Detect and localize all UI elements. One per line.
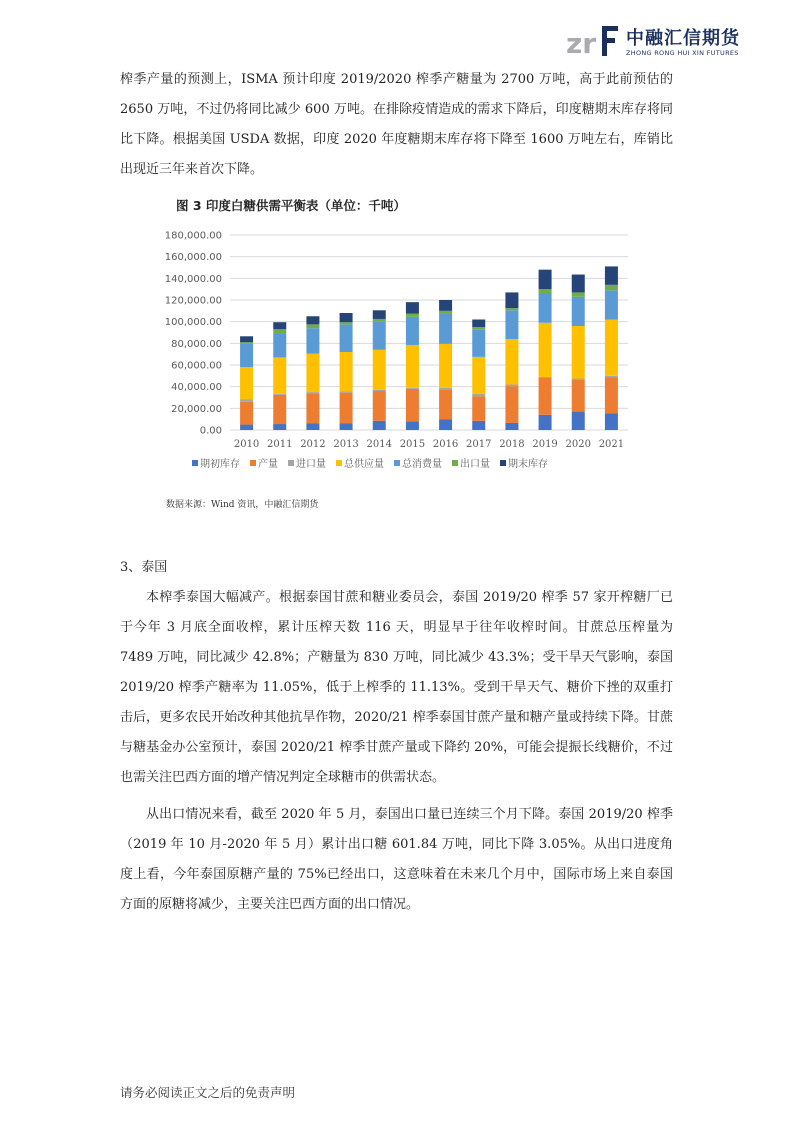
- bar-segment-2011-6: [273, 322, 286, 329]
- bar-segment-2016-4: [439, 314, 452, 344]
- y-tick-label: 100,000.00: [164, 317, 222, 329]
- paragraph-india-forecast: 榨季产量的预测上，ISMA 预计印度 2019/2020 榨季产糖量为 2700 万吨，高于此前预估的 2650 万吨，不过仍将同比减少 600 万吨。在排除疫情造成的需求下降后，印度糖期末库存将同比下降。根据美国 USDA 数据，印度 2020 年度糖期末库存将下降至 1600 万吨左右，库销比出现近三年来首次下降。: [120, 72, 673, 177]
- x-tick-label: 2013: [333, 439, 359, 450]
- zrf-logo-icon: [566, 20, 624, 60]
- section-title-thailand: 3、泰国: [120, 560, 168, 575]
- bar-segment-2019-5: [539, 289, 552, 293]
- bar-segment-2012-3: [306, 354, 319, 392]
- bar-segment-2017-6: [472, 320, 485, 328]
- bar-segment-2014-3: [373, 350, 386, 390]
- x-tick-label: 2018: [499, 439, 525, 450]
- legend-swatch: [250, 460, 256, 466]
- legend-swatch: [288, 460, 294, 466]
- y-tick-label: 120,000.00: [164, 295, 222, 307]
- bar-segment-2018-0: [505, 423, 518, 430]
- logo-chinese-name: 中融汇信期货: [626, 28, 740, 49]
- legend-label: 出口量: [460, 459, 490, 470]
- bar-segment-2016-1: [439, 390, 452, 419]
- bar-segment-2020-1: [572, 380, 585, 412]
- x-tick-label: 2020: [565, 439, 591, 450]
- legend-label: 总供应量: [344, 459, 384, 470]
- bar-segment-2019-4: [539, 294, 552, 323]
- bar-segment-2010-1: [240, 402, 253, 425]
- bar-segment-2014-2: [373, 390, 386, 391]
- bar-segment-2021-0: [605, 413, 618, 430]
- bar-segment-2019-0: [539, 415, 552, 430]
- bar-segment-2020-2: [572, 379, 585, 380]
- paragraph-thailand-production: 本榨季泰国大幅减产。根据泰国甘蔗和糖业委员会，泰国 2019/20 榨季 57 家开榨糖厂已于今年 3 月底全面收榨，累计压榨天数 116 天，明显早于往年收榨时间。甘蔗总压榨量为 7489 万吨，同比减少 42.8%；产糖量为 830 万吨，同比减少 43.3%；受干旱天气影响，泰国 2019/20 榨季产糖率为 11.05%，低于上榨季的 11.13%。受到干旱天气、糖价下挫的双重打击后，更多农民开始改种其他抗旱作物，2020/21 榨季泰国甘蔗产量和糖产量或持续下降。甘蔗与糖基金办公室预计，泰国 2020/21 榨季甘蔗产量或下降约 20%，可能会提振长线糖价，不过也需关注巴西方面的增产情况判定全球糖市的供需状态。: [120, 590, 673, 785]
- figure-title: 图 3 印度白糖供需平衡表（单位：千吨）: [176, 198, 406, 213]
- bar-segment-2011-1: [273, 395, 286, 424]
- x-tick-label: 2019: [532, 439, 558, 450]
- y-tick-label: 0.00: [199, 425, 222, 437]
- x-tick-label: 2014: [366, 439, 392, 450]
- bar-segment-2012-6: [306, 316, 319, 324]
- y-tick-label: 160,000.00: [164, 252, 222, 264]
- legend-label: 进口量: [296, 459, 326, 470]
- x-tick-label: 2021: [598, 439, 625, 450]
- bar-segment-2019-1: [539, 378, 552, 415]
- bar-segment-2013-1: [340, 393, 353, 424]
- bar-segment-2017-0: [472, 421, 485, 430]
- bar-segment-2020-0: [572, 412, 585, 430]
- bar-segment-2016-3: [439, 344, 452, 388]
- legend-swatch: [394, 460, 400, 466]
- bar-segment-2013-6: [340, 313, 353, 322]
- bar-segment-2017-2: [472, 394, 485, 397]
- bar-segment-2021-1: [605, 377, 618, 413]
- y-tick-label: 40,000.00: [171, 382, 222, 394]
- bar-segment-2010-3: [240, 367, 253, 399]
- legend-swatch: [500, 460, 506, 466]
- y-tick-label: 60,000.00: [171, 360, 222, 372]
- bar-segment-2010-6: [240, 336, 253, 342]
- bar-segment-2016-0: [439, 419, 452, 430]
- svg-text:zr: zr: [566, 27, 597, 60]
- bar-segment-2014-6: [373, 310, 386, 319]
- bar-segment-2010-0: [240, 425, 253, 430]
- bar-segment-2020-6: [572, 275, 585, 293]
- legend-label: 产量: [258, 459, 278, 470]
- bar-segment-2011-2: [273, 394, 286, 395]
- bar-segment-2014-5: [373, 319, 386, 321]
- disclaimer-footer: 请务必阅读正文之后的免责声明: [120, 1085, 296, 1100]
- bar-segment-2017-5: [472, 327, 485, 329]
- bar-segment-2014-0: [373, 421, 386, 430]
- legend-label: 总消费量: [402, 459, 442, 470]
- legend-swatch: [452, 460, 458, 466]
- bar-segment-2019-3: [539, 323, 552, 377]
- bar-segment-2011-0: [273, 424, 286, 430]
- x-tick-label: 2017: [466, 439, 492, 450]
- y-tick-label: 140,000.00: [164, 273, 222, 285]
- logo-english-name: ZHONG RONG HUI XIN FUTURES: [626, 49, 739, 57]
- bar-segment-2012-5: [306, 324, 319, 328]
- bar-segment-2016-5: [439, 311, 452, 314]
- bar-segment-2010-5: [240, 342, 253, 343]
- y-tick-label: 180,000.00: [164, 230, 222, 242]
- bar-segment-2021-6: [605, 266, 618, 284]
- bar-segment-2014-1: [373, 391, 386, 421]
- bar-segment-2012-0: [306, 424, 319, 431]
- bar-segment-2016-2: [439, 388, 452, 390]
- bar-segment-2017-3: [472, 357, 485, 394]
- bar-segment-2015-5: [406, 314, 419, 317]
- bar-segment-2014-4: [373, 321, 386, 350]
- bar-segment-2013-2: [340, 392, 353, 393]
- legend-swatch: [192, 460, 198, 466]
- bar-segment-2017-4: [472, 329, 485, 357]
- company-logo: [566, 20, 756, 64]
- paragraph-thailand-exports: 从出口情况来看，截至 2020 年 5 月，泰国出口量已连续三个月下降。泰国 2019/20 榨季（2019 年 10 月-2020 年 5 月）累计出口糖 601.84 万吨，同比下降 3.05%。从出口进度角度上看，今年泰国原糖产量的 75%已经出口，这意味着在未来几个月中，国际市场上来自泰国方面的原糖将减少，主要关注巴西方面的出口情况。: [120, 807, 673, 912]
- india-sugar-balance-chart: [150, 220, 640, 492]
- bar-segment-2019-6: [539, 270, 552, 290]
- bar-segment-2015-2: [406, 388, 419, 389]
- bar-segment-2021-2: [605, 376, 618, 378]
- bar-segment-2020-4: [572, 297, 585, 326]
- bar-segment-2019-2: [539, 377, 552, 378]
- bar-segment-2015-6: [406, 302, 419, 313]
- bar-segment-2018-3: [505, 339, 518, 385]
- bar-segment-2012-4: [306, 328, 319, 353]
- bar-segment-2015-1: [406, 389, 419, 422]
- bar-segment-2020-3: [572, 326, 585, 379]
- bar-segment-2017-1: [472, 396, 485, 420]
- x-tick-label: 2010: [233, 439, 260, 450]
- bar-segment-2011-3: [273, 357, 286, 393]
- bar-segment-2018-4: [505, 310, 518, 339]
- x-tick-label: 2016: [432, 439, 459, 450]
- x-tick-label: 2011: [267, 439, 293, 450]
- bar-segment-2013-0: [340, 424, 353, 431]
- bar-segment-2012-1: [306, 393, 319, 423]
- x-tick-label: 2012: [300, 439, 326, 450]
- bar-segment-2018-6: [505, 292, 518, 308]
- bar-segment-2015-4: [406, 317, 419, 345]
- bar-segment-2011-5: [273, 329, 286, 333]
- y-tick-label: 80,000.00: [171, 338, 222, 350]
- bar-segment-2018-5: [505, 308, 518, 310]
- bar-segment-2011-4: [273, 333, 286, 357]
- legend-label: 期末库存: [508, 459, 548, 470]
- bar-segment-2013-3: [340, 352, 353, 392]
- legend-swatch: [336, 460, 342, 466]
- bar-segment-2021-3: [605, 320, 618, 376]
- bar-segment-2018-1: [505, 386, 518, 423]
- bar-segment-2021-4: [605, 290, 618, 319]
- bar-segment-2013-4: [340, 324, 353, 352]
- bar-segment-2018-2: [505, 385, 518, 387]
- bar-segment-2012-2: [306, 392, 319, 393]
- bar-segment-2010-2: [240, 399, 253, 402]
- x-tick-label: 2015: [399, 439, 426, 450]
- bar-segment-2016-6: [439, 300, 452, 311]
- figure-source: 数据来源：Wind 资讯，中融汇信期货: [166, 500, 319, 510]
- bar-segment-2010-4: [240, 343, 253, 367]
- bar-segment-2021-5: [605, 285, 618, 290]
- bar-segment-2015-0: [406, 421, 419, 430]
- legend-label: 期初库存: [200, 459, 240, 470]
- bar-segment-2020-5: [572, 292, 585, 296]
- bar-segment-2015-3: [406, 345, 419, 388]
- bar-segment-2013-5: [340, 322, 353, 324]
- y-tick-label: 20,000.00: [171, 403, 222, 415]
